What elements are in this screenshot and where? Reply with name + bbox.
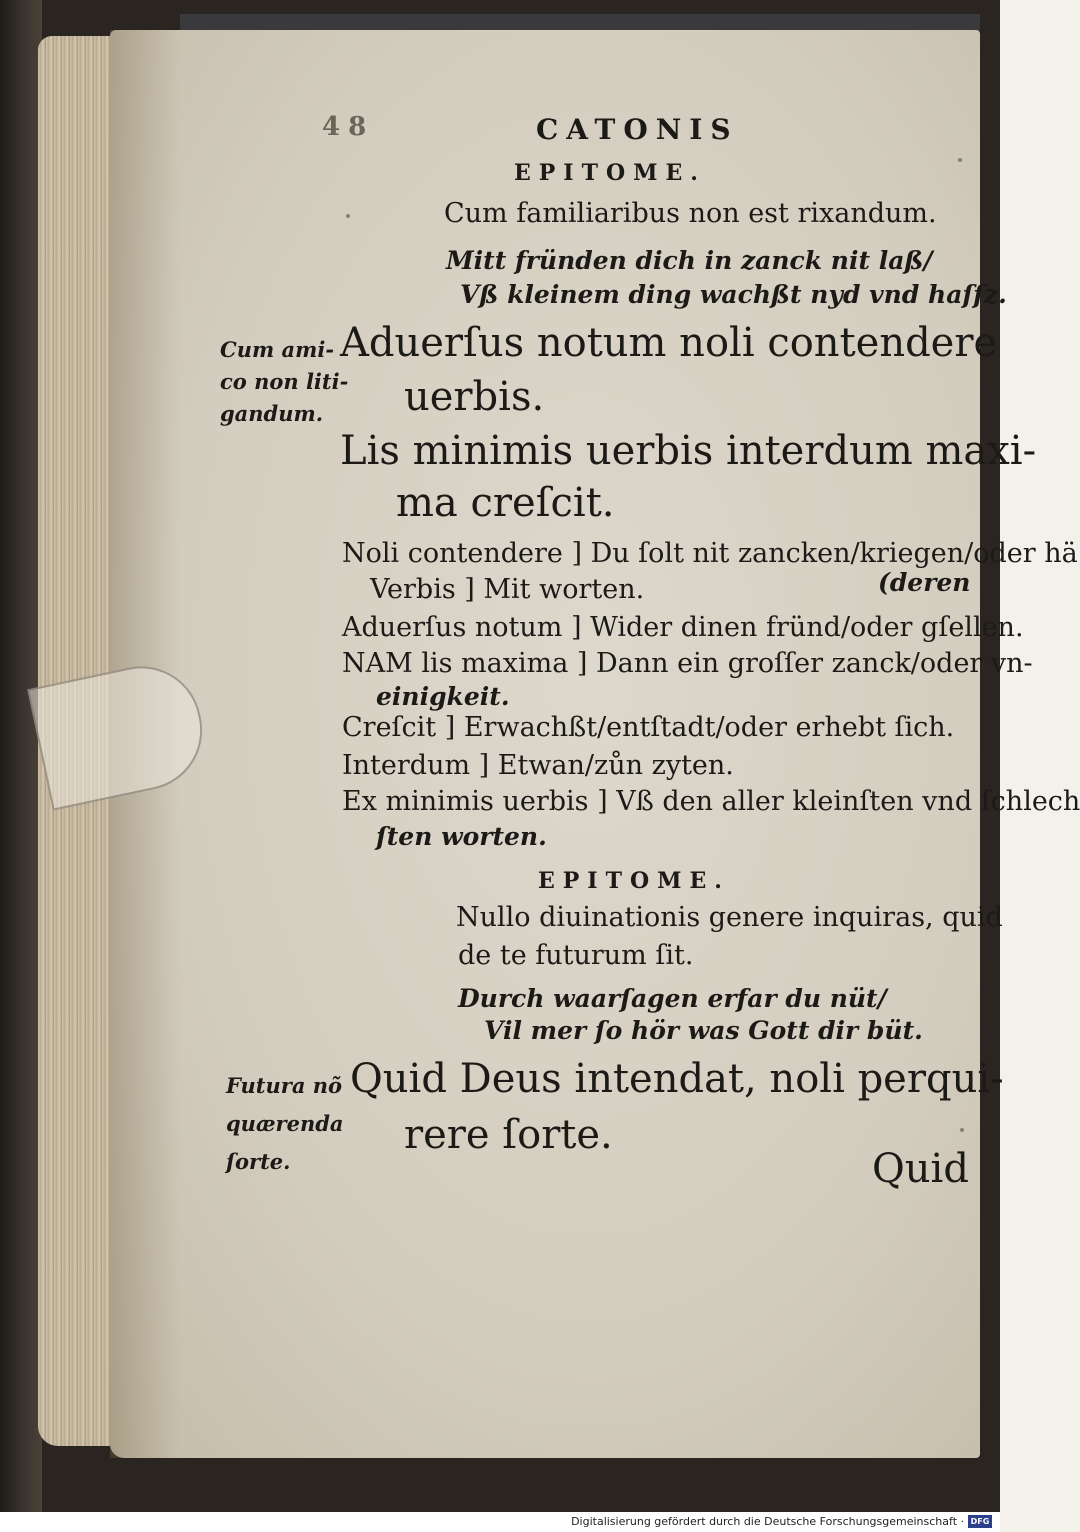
epitome-1-latin: Cum familiaribus non est rixandum. <box>444 198 937 229</box>
gloss-line-9: ſten worten. <box>376 822 547 851</box>
gloss-line-2-continuation: (deren <box>878 568 971 597</box>
epitome-2-german-line-1: Durch waarſagen erfar du nüt/ <box>458 984 887 1013</box>
ink-spot <box>958 158 962 162</box>
digitization-footer <box>0 1512 1000 1532</box>
folio-number: 48 <box>322 112 375 142</box>
footer-text: Digitalisierung gefördert durch die Deutsche Forschungsgemeinschaft · <box>571 1515 964 1528</box>
epitome-heading-2: EPITOME. <box>538 868 730 894</box>
margin-note-2-line-2: quærenda <box>226 1111 344 1136</box>
gloss-line-3: Aduerſus notum ] Wider dinen fründ/oder gſellen. <box>342 612 1024 643</box>
margin-note-1-line-1: Cum ami- <box>220 337 335 362</box>
epitome-2-latin-line-1: Nullo diuinationis genere inquiras, quid <box>456 902 1003 933</box>
verse-3-line-1: Quid Deus intendat, noli perqui- <box>350 1056 1004 1102</box>
epitome-1-german-line-2: Vß kleinem ding wachßt nyd vnd haſſz. <box>460 280 1007 309</box>
margin-note-2-line-1: Futura nõ <box>226 1073 343 1098</box>
gloss-line-5: einigkeit. <box>376 682 510 711</box>
gloss-line-4: NAM lis maxima ] Dann ein groſſer zanck/oder vn- <box>342 648 1033 679</box>
ink-spot <box>346 214 350 218</box>
verse-2-line-2: ma creſcit. <box>396 480 615 526</box>
gloss-line-7: Interdum ] Etwan/zůn zyten. <box>342 750 734 781</box>
catchword: Quid <box>872 1146 969 1192</box>
epitome-1-german-line-1: Mitt fründen dich in zanck nit laß/ <box>446 246 933 275</box>
ink-spot <box>960 1128 964 1132</box>
gloss-line-2: Verbis ] Mit worten. <box>370 574 645 605</box>
gloss-line-1: Noli contendere ] Du ſolt nit zancken/kriegen/oder hä <box>342 538 1078 569</box>
epitome-2-german-line-2: Vil mer ſo hör was Gott dir büt. <box>484 1016 923 1045</box>
book-cover-left <box>0 0 42 1512</box>
dfg-logo: DFG <box>968 1515 992 1528</box>
running-head: CATONIS <box>536 113 739 146</box>
verse-2-line-1: Lis minimis uerbis interdum maxi- <box>340 428 1037 474</box>
book-page <box>110 30 980 1458</box>
margin-note-1-line-3: gandum. <box>220 401 324 426</box>
gloss-line-8: Ex minimis uerbis ] Vß den aller kleinſten vnd ſchlech <box>342 786 1080 817</box>
verse-3-line-2: rere ſorte. <box>404 1112 613 1158</box>
margin-note-2-line-3: ſorte. <box>226 1149 291 1174</box>
epitome-2-latin-line-2: de te futurum ſit. <box>458 940 694 971</box>
gloss-line-6: Creſcit ] Erwachßt/entſtadt/oder erhebt ſich. <box>342 712 955 743</box>
verse-1-line-1: Aduerſus notum noli contendere <box>340 320 998 366</box>
margin-note-1-line-2: co non liti- <box>220 369 349 394</box>
verse-1-line-2: uerbis. <box>404 374 545 420</box>
epitome-heading-1: EPITOME. <box>514 160 706 186</box>
